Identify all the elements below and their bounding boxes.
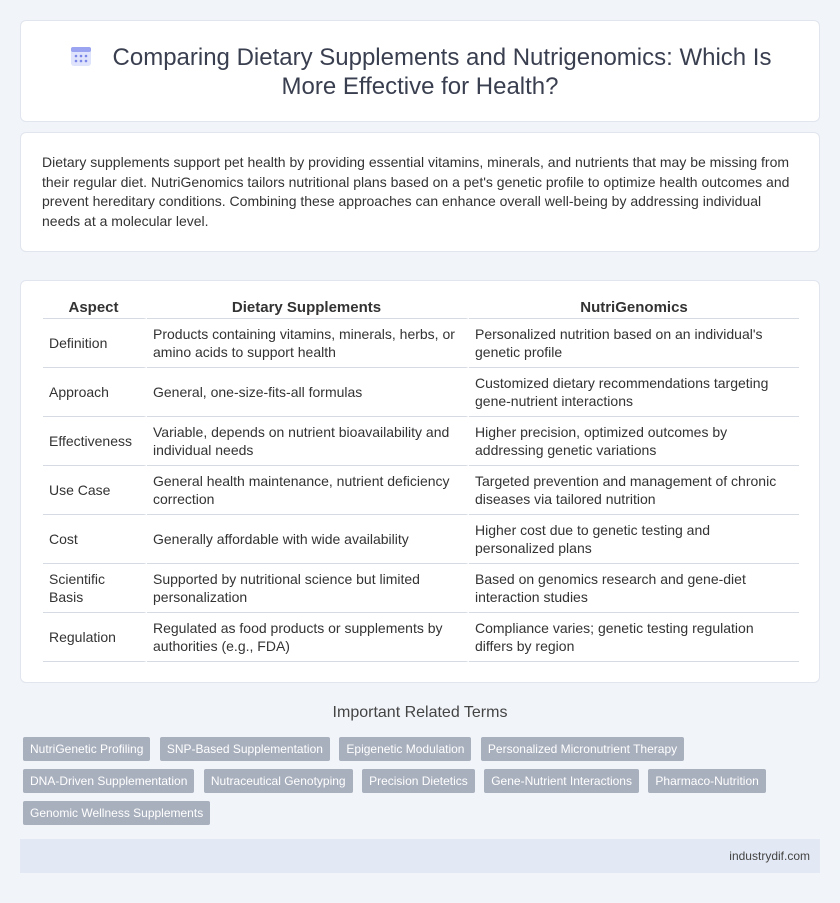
table-header-row: [43, 297, 799, 319]
header-aspect: Aspect: [43, 297, 147, 319]
table-row: [43, 417, 799, 466]
tag-link[interactable]: Personalized Micronutrient Therapy: [481, 737, 684, 761]
page-title: Comparing Dietary Supplements and Nutrigenomics: Which Is More Effective for Health?: [112, 44, 772, 100]
tag-link[interactable]: Epigenetic Modulation: [339, 737, 471, 761]
calendar-grid-icon: [69, 44, 93, 68]
tag-link[interactable]: DNA-Driven Supplementation: [23, 769, 194, 793]
comparison-card: [20, 280, 820, 683]
intro-card: [20, 132, 820, 252]
tag-link[interactable]: NutriGenetic Profiling: [23, 737, 150, 761]
cell-aspect: Cost: [43, 515, 147, 564]
cell-dietary-supplements: Generally affordable with wide availability: [147, 515, 469, 564]
cell-dietary-supplements: Regulated as food products or supplements by authorities (e.g., FDA): [147, 613, 469, 662]
cell-nutrigenomics: Personalized nutrition based on an individual's genetic profile: [469, 319, 799, 368]
cell-nutrigenomics: Higher cost due to genetic testing and personalized plans: [469, 515, 799, 564]
cell-aspect: Effectiveness: [43, 417, 147, 466]
table-row: [43, 515, 799, 564]
cell-nutrigenomics: Customized dietary recommendations targeting gene-nutrient interactions: [469, 368, 799, 417]
related-terms-tags: [23, 737, 823, 833]
table-row: [43, 564, 799, 613]
cell-aspect: Use Case: [43, 466, 147, 515]
footer-bar: [20, 839, 820, 873]
table-row: [43, 368, 799, 417]
tag-link[interactable]: Genomic Wellness Supplements: [23, 801, 210, 825]
tag-link[interactable]: Gene-Nutrient Interactions: [484, 769, 639, 793]
related-terms-title: Important Related Terms: [332, 704, 508, 721]
cell-nutrigenomics: Higher precision, optimized outcomes by addressing genetic variations: [469, 417, 799, 466]
cell-dietary-supplements: General, one-size-fits-all formulas: [147, 368, 469, 417]
cell-dietary-supplements: Products containing vitamins, minerals, herbs, or amino acids to support health: [147, 319, 469, 368]
tag-link[interactable]: Pharmaco-Nutrition: [648, 769, 765, 793]
header-dietary-supplements: Dietary Supplements: [147, 297, 469, 319]
cell-dietary-supplements: General health maintenance, nutrient deficiency correction: [147, 466, 469, 515]
tag-link[interactable]: Precision Dietetics: [362, 769, 475, 793]
tag-link[interactable]: SNP-Based Supplementation: [160, 737, 330, 761]
cell-nutrigenomics: Based on genomics research and gene-diet interaction studies: [469, 564, 799, 613]
table-row: [43, 319, 799, 368]
cell-aspect: Regulation: [43, 613, 147, 662]
cell-dietary-supplements: Supported by nutritional science but limited personalization: [147, 564, 469, 613]
cell-aspect: Approach: [43, 368, 147, 417]
cell-nutrigenomics: Compliance varies; genetic testing regulation differs by region: [469, 613, 799, 662]
cell-nutrigenomics: Targeted prevention and management of chronic diseases via tailored nutrition: [469, 466, 799, 515]
table-row: [43, 466, 799, 515]
table-row: [43, 613, 799, 662]
cell-dietary-supplements: Variable, depends on nutrient bioavailability and individual needs: [147, 417, 469, 466]
cell-aspect: Scientific Basis: [43, 564, 147, 613]
cell-aspect: Definition: [43, 319, 147, 368]
comparison-table: [43, 297, 799, 662]
footer-site-link[interactable]: industrydif.com: [729, 849, 810, 863]
tag-link[interactable]: Nutraceutical Genotyping: [204, 769, 353, 793]
header-nutrigenomics: NutriGenomics: [469, 297, 799, 319]
title-card: [20, 20, 820, 122]
page-title-row: [21, 43, 819, 101]
intro-paragraph: Dietary supplements support pet health by providing essential vitamins, minerals, and nutrients that may be missing from their regular diet. NutriGenomics tailors nutritional plans based on a pet's genetic profile to optimize health outcomes and prevent hereditary conditions. Combining these approaches can enhance overall well-being by addressing individual needs at a molecular level.: [42, 154, 790, 229]
